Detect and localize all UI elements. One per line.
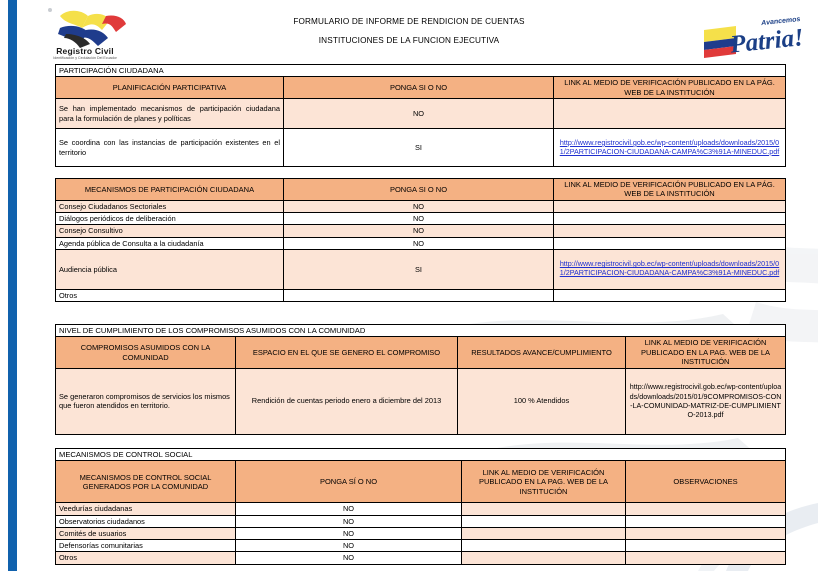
cell-question: Se coordina con las instancias de participación existentes en el territorio — [56, 129, 284, 167]
cell-link — [554, 289, 786, 301]
section-title-cumplimiento: NIVEL DE CUMPLIMIENTO DE LOS COMPROMISOS ASUMIDOS CON LA COMUNIDAD — [56, 325, 786, 337]
table-header-row — [56, 461, 786, 503]
cell-answer: NO — [284, 225, 554, 237]
verification-link[interactable]: http://www.registrocivil.gob.ec/wp-content/uploads/downloads/2015/01/2PARTICIPACION-CIUDADANA-CAMPA%C3%91A-MINEDUC.pdf — [559, 137, 780, 156]
col-header-observaciones: OBSERVACIONES — [626, 461, 786, 503]
cell-observations — [626, 552, 786, 564]
cell-mechanism: Consejo Consultivo — [56, 225, 284, 237]
patria-label: Patria! — [729, 24, 806, 59]
form-title-line-1: FORMULARIO DE INFORME DE RENDICION DE CUENTAS — [293, 17, 525, 26]
registro-civil-logo — [30, 4, 140, 66]
col-header-resultados: RESULTADOS AVANCE/CUMPLIMIENTO — [458, 337, 626, 368]
cell-answer: NO — [236, 515, 462, 527]
cell-link — [554, 99, 786, 129]
cell-mechanism: Defensorías comunitarias — [56, 540, 236, 552]
cell-observations — [626, 527, 786, 539]
table-row — [56, 249, 786, 289]
table-section-title-row — [56, 325, 786, 337]
table-mecanismos-participacion — [55, 178, 786, 302]
cell-answer: NO — [284, 237, 554, 249]
table-section-title-row — [56, 65, 786, 77]
table-nivel-cumplimiento — [55, 324, 786, 435]
section-title-control-social: MECANISMOS DE CONTROL SOCIAL — [56, 449, 786, 461]
col-header-link-verificacion: LINK AL MEDIO DE VERIFICACIÓN PUBLICADO EN LA PAG. WEB DE LA INSTITUCIÓN — [462, 461, 626, 503]
col-header-ponga-si-o-no: PONGA SÍ O NO — [236, 461, 462, 503]
cell-link — [462, 552, 626, 564]
col-header-link-verificacion: LINK AL MEDIO DE VERIFICACIÓN PUBLICADO EN LA PÁG. WEB DE LA INSTITUCIÓN — [554, 179, 786, 201]
logo-subcaption: Identificación y Cedulación Del Ecuador — [53, 56, 117, 60]
left-blue-bar — [8, 0, 17, 571]
cell-mechanism: Consejo Ciudadanos Sectoriales — [56, 200, 284, 212]
cell-answer: NO — [284, 99, 554, 129]
avancemos-patria-logo — [702, 12, 806, 66]
cell-observations — [626, 515, 786, 527]
table-row — [56, 99, 786, 129]
table-section-title-row — [56, 449, 786, 461]
table-row — [56, 368, 786, 434]
table-header-row — [56, 77, 786, 99]
table-row — [56, 129, 786, 167]
col-header-espacio: ESPACIO EN EL QUE SE GENERO EL COMPROMISO — [236, 337, 458, 368]
verification-link-text[interactable]: http://www.registrocivil.gob.ec/wp-content/uploads/downloads/2015/01/9COMPROMISOS-CON-LA-COMUNIDAD-MATRIZ-DE-CUMPLIMIENTO-2013.pdf — [629, 382, 782, 420]
cell-answer: NO — [236, 527, 462, 539]
cell-link — [554, 249, 786, 289]
table-row — [56, 225, 786, 237]
cell-link — [554, 237, 786, 249]
table-row — [56, 503, 786, 515]
table-row — [56, 213, 786, 225]
cell-answer: NO — [284, 200, 554, 212]
cell-resultados: 100 % Atendidos — [458, 368, 626, 434]
cell-link — [462, 540, 626, 552]
col-header-planificacion: PLANIFICACIÓN PARTICIPATIVA — [56, 77, 284, 99]
section-title-participacion: PARTICIPACIÓN CIUDADANA — [56, 65, 786, 77]
cell-answer — [284, 289, 554, 301]
table-control-social — [55, 448, 786, 565]
form-title-line-2: INSTITUCIONES DE LA FUNCION EJECUTIVA — [318, 36, 500, 45]
logo-caption: Registro Civil — [56, 46, 114, 56]
cell-link — [554, 225, 786, 237]
table-row — [56, 552, 786, 564]
cell-observations — [626, 503, 786, 515]
table-row — [56, 515, 786, 527]
cell-answer: NO — [236, 540, 462, 552]
cell-mechanism: Otros — [56, 289, 284, 301]
cell-link — [462, 515, 626, 527]
col-header-ponga-si-o-no: PONGA SI O NO — [284, 77, 554, 99]
cell-espacio: Rendición de cuentas periodo enero a diciembre del 2013 — [236, 368, 458, 434]
col-header-mecanismos-control: MECANISMOS DE CONTROL SOCIAL GENERADOS POR LA COMUNIDAD — [56, 461, 236, 503]
table-participacion-ciudadana — [55, 64, 786, 167]
table-row — [56, 289, 786, 301]
cell-mechanism: Diálogos periódicos de deliberación — [56, 213, 284, 225]
cell-mechanism: Veedurías ciudadanas — [56, 503, 236, 515]
table-header-row — [56, 337, 786, 368]
cell-answer: NO — [284, 213, 554, 225]
cell-answer: SI — [284, 249, 554, 289]
cell-answer: NO — [236, 552, 462, 564]
cell-mechanism: Otros — [56, 552, 236, 564]
document-header — [0, 0, 818, 66]
table-row — [56, 527, 786, 539]
cell-compromiso: Se generaron compromisos de servicios los mismos que fueron atendidos en territorio. — [56, 368, 236, 434]
table-row — [56, 540, 786, 552]
cell-link — [462, 503, 626, 515]
cell-question: Se han implementado mecanismos de participación ciudadana para la formulación de planes y políticas — [56, 99, 284, 129]
cell-mechanism: Audiencia pública — [56, 249, 284, 289]
table-row — [56, 200, 786, 212]
cell-mechanism: Agenda pública de Consulta a la ciudadanía — [56, 237, 284, 249]
table-header-row — [56, 179, 786, 201]
cell-mechanism: Observatorios ciudadanos — [56, 515, 236, 527]
verification-link[interactable]: http://www.registrocivil.gob.ec/wp-content/uploads/downloads/2015/01/2PARTICIPACION-CIUDADANA-CAMPA%C3%91A-MINEDUC.pdf — [559, 259, 780, 278]
cell-mechanism: Comités de usuarios — [56, 527, 236, 539]
col-header-link-verificacion: LINK AL MEDIO DE VERIFICACIÓN PUBLICADO EN LA PÁG. WEB DE LA INSTITUCIÓN — [554, 77, 786, 99]
cell-answer: NO — [236, 503, 462, 515]
col-header-link-verificacion: LINK AL MEDIO DE VERIFICACIÓN PUBLICADO EN LA PAG. WEB DE LA INSTITUCIÓN — [626, 337, 786, 368]
cell-observations — [626, 540, 786, 552]
cell-link — [554, 200, 786, 212]
table-row — [56, 237, 786, 249]
cell-link — [462, 527, 626, 539]
col-header-ponga-si-o-no: PONGA SI O NO — [284, 179, 554, 201]
cell-link — [626, 368, 786, 434]
col-header-compromisos: COMPROMISOS ASUMIDOS CON LA COMUNIDAD — [56, 337, 236, 368]
cell-answer: SI — [284, 129, 554, 167]
cell-link — [554, 213, 786, 225]
patria-sublabel: Avancemos — [760, 16, 801, 28]
cell-link — [554, 129, 786, 167]
col-header-mecanismos: MECANISMOS DE PARTICIPACIÓN CIUDADANA — [56, 179, 284, 201]
